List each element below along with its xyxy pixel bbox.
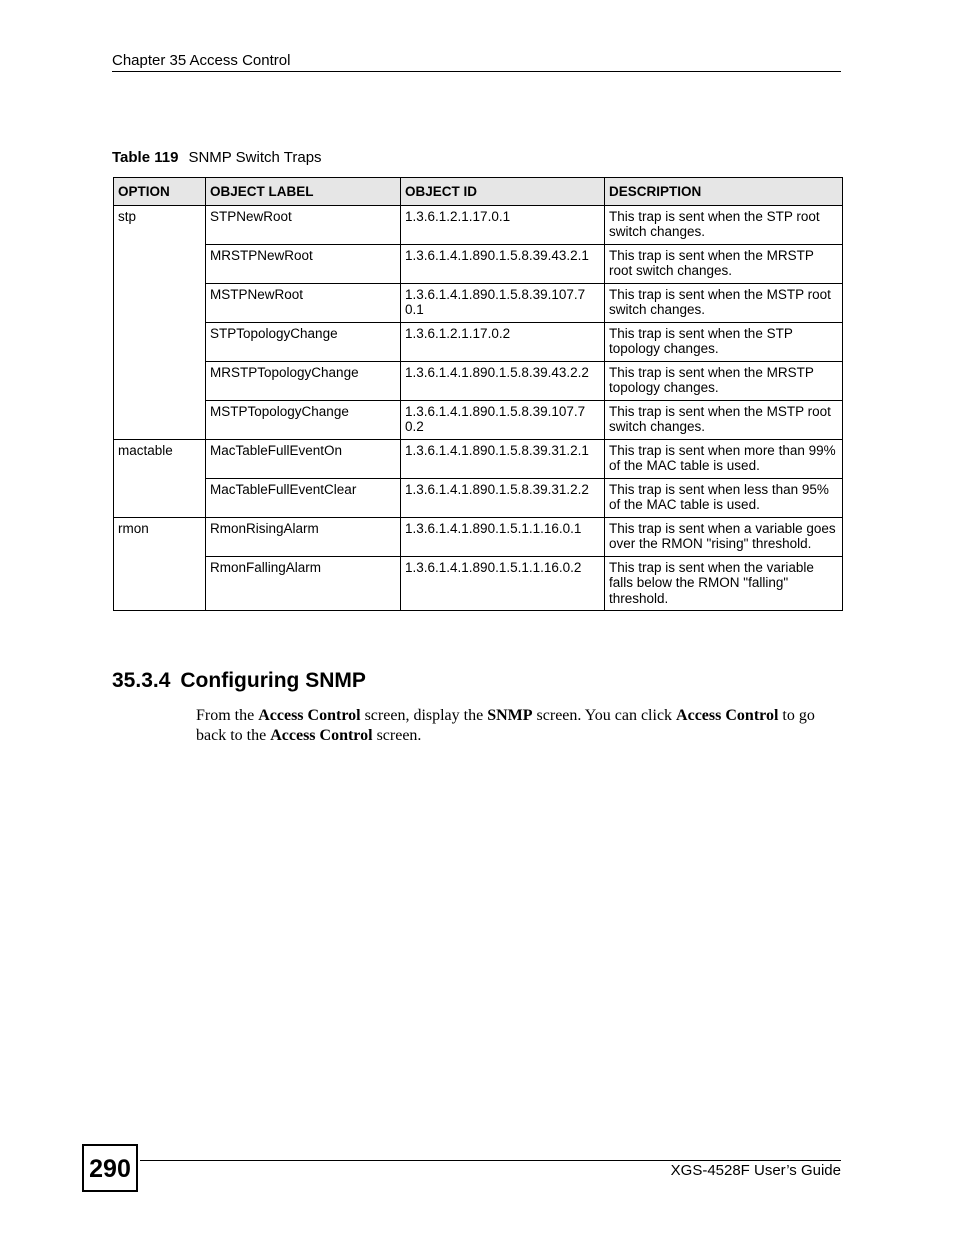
- description-cell: This trap is sent when less than 95% of the MAC table is used.: [605, 478, 843, 517]
- object-id-cell: 1.3.6.1.4.1.890.1.5.8.39.107.7 0.2: [401, 400, 605, 439]
- paragraph-bold-term: SNMP: [487, 707, 533, 724]
- section-number: 35.3.4: [112, 669, 171, 692]
- option-cell: [114, 556, 206, 611]
- paragraph-bold-term: Access Control: [676, 707, 779, 724]
- column-header-object-label: OBJECT LABEL: [206, 178, 401, 206]
- object-label-cell: MSTPNewRoot: [206, 283, 401, 322]
- table-row: [114, 439, 843, 478]
- description-cell: This trap is sent when the STP root switch changes.: [605, 205, 843, 244]
- description-cell: This trap is sent when the MRSTP topology changes.: [605, 361, 843, 400]
- paragraph-text: screen.: [372, 727, 422, 744]
- paragraph-text: to go back to the: [196, 707, 815, 744]
- object-label-cell: MacTableFullEventOn: [206, 439, 401, 478]
- object-id-cell: 1.3.6.1.4.1.890.1.5.1.1.16.0.2: [401, 556, 605, 611]
- table-row: [114, 400, 843, 439]
- option-cell: [114, 361, 206, 400]
- object-id-cell: 1.3.6.1.4.1.890.1.5.8.39.107.7 0.1: [401, 283, 605, 322]
- page-number: 290: [82, 1144, 138, 1192]
- table-row: [114, 205, 843, 244]
- table-row: [114, 283, 843, 322]
- option-cell: [114, 478, 206, 517]
- option-cell: [114, 322, 206, 361]
- paragraph-text: screen. You can click: [532, 707, 677, 724]
- option-cell: [114, 400, 206, 439]
- description-cell: This trap is sent when the STP topology changes.: [605, 322, 843, 361]
- column-header-option: OPTION: [114, 178, 206, 206]
- table-number: Table 119: [112, 149, 179, 166]
- table-caption: [112, 149, 322, 167]
- object-id-cell: 1.3.6.1.4.1.890.1.5.8.39.31.2.1: [401, 439, 605, 478]
- object-id-cell: 1.3.6.1.2.1.17.0.1: [401, 205, 605, 244]
- table-title: SNMP Switch Traps: [188, 149, 322, 166]
- object-id-cell: 1.3.6.1.2.1.17.0.2: [401, 322, 605, 361]
- table-row: [114, 517, 843, 556]
- paragraph-text: screen, display the: [360, 707, 488, 724]
- section-title-text: Configuring SNMP: [180, 669, 366, 692]
- column-header-description: DESCRIPTION: [605, 178, 843, 206]
- paragraph-bold-term: Access Control: [270, 727, 373, 744]
- object-id-cell: 1.3.6.1.4.1.890.1.5.8.39.43.2.1: [401, 244, 605, 283]
- table-row: [114, 322, 843, 361]
- object-id-cell: 1.3.6.1.4.1.890.1.5.8.39.31.2.2: [401, 478, 605, 517]
- snmp-traps-table: [113, 177, 843, 611]
- description-cell: This trap is sent when the MSTP root switch changes.: [605, 283, 843, 322]
- paragraph-bold-term: Access Control: [258, 707, 361, 724]
- option-cell: stp: [114, 205, 206, 244]
- object-label-cell: MRSTPTopologyChange: [206, 361, 401, 400]
- object-label-cell: RmonRisingAlarm: [206, 517, 401, 556]
- table-row: [114, 478, 843, 517]
- chapter-header: Chapter 35 Access Control: [112, 52, 841, 72]
- object-label-cell: MRSTPNewRoot: [206, 244, 401, 283]
- option-cell: [114, 283, 206, 322]
- object-id-cell: 1.3.6.1.4.1.890.1.5.8.39.43.2.2: [401, 361, 605, 400]
- table-row: [114, 244, 843, 283]
- option-cell: mactable: [114, 439, 206, 478]
- column-header-object-id: OBJECT ID: [401, 178, 605, 206]
- table-header-row: [114, 178, 843, 206]
- guide-title: XGS-4528F User’s Guide: [670, 1162, 841, 1179]
- object-label-cell: STPNewRoot: [206, 205, 401, 244]
- option-cell: [114, 244, 206, 283]
- table-row: [114, 361, 843, 400]
- option-cell: rmon: [114, 517, 206, 556]
- object-label-cell: MSTPTopologyChange: [206, 400, 401, 439]
- object-label-cell: RmonFallingAlarm: [206, 556, 401, 611]
- description-cell: This trap is sent when the MSTP root switch changes.: [605, 400, 843, 439]
- object-id-cell: 1.3.6.1.4.1.890.1.5.1.1.16.0.1: [401, 517, 605, 556]
- description-cell: This trap is sent when the MRSTP root switch changes.: [605, 244, 843, 283]
- object-label-cell: MacTableFullEventClear: [206, 478, 401, 517]
- object-label-cell: STPTopologyChange: [206, 322, 401, 361]
- description-cell: This trap is sent when the variable falls below the RMON "falling" threshold.: [605, 556, 843, 611]
- footer-divider: [140, 1160, 841, 1161]
- section-heading: [112, 668, 366, 694]
- description-cell: This trap is sent when more than 99% of the MAC table is used.: [605, 439, 843, 478]
- table-row: [114, 556, 843, 611]
- description-cell: This trap is sent when a variable goes over the RMON "rising" threshold.: [605, 517, 843, 556]
- body-paragraph: [196, 706, 841, 746]
- paragraph-text: From the: [196, 707, 259, 724]
